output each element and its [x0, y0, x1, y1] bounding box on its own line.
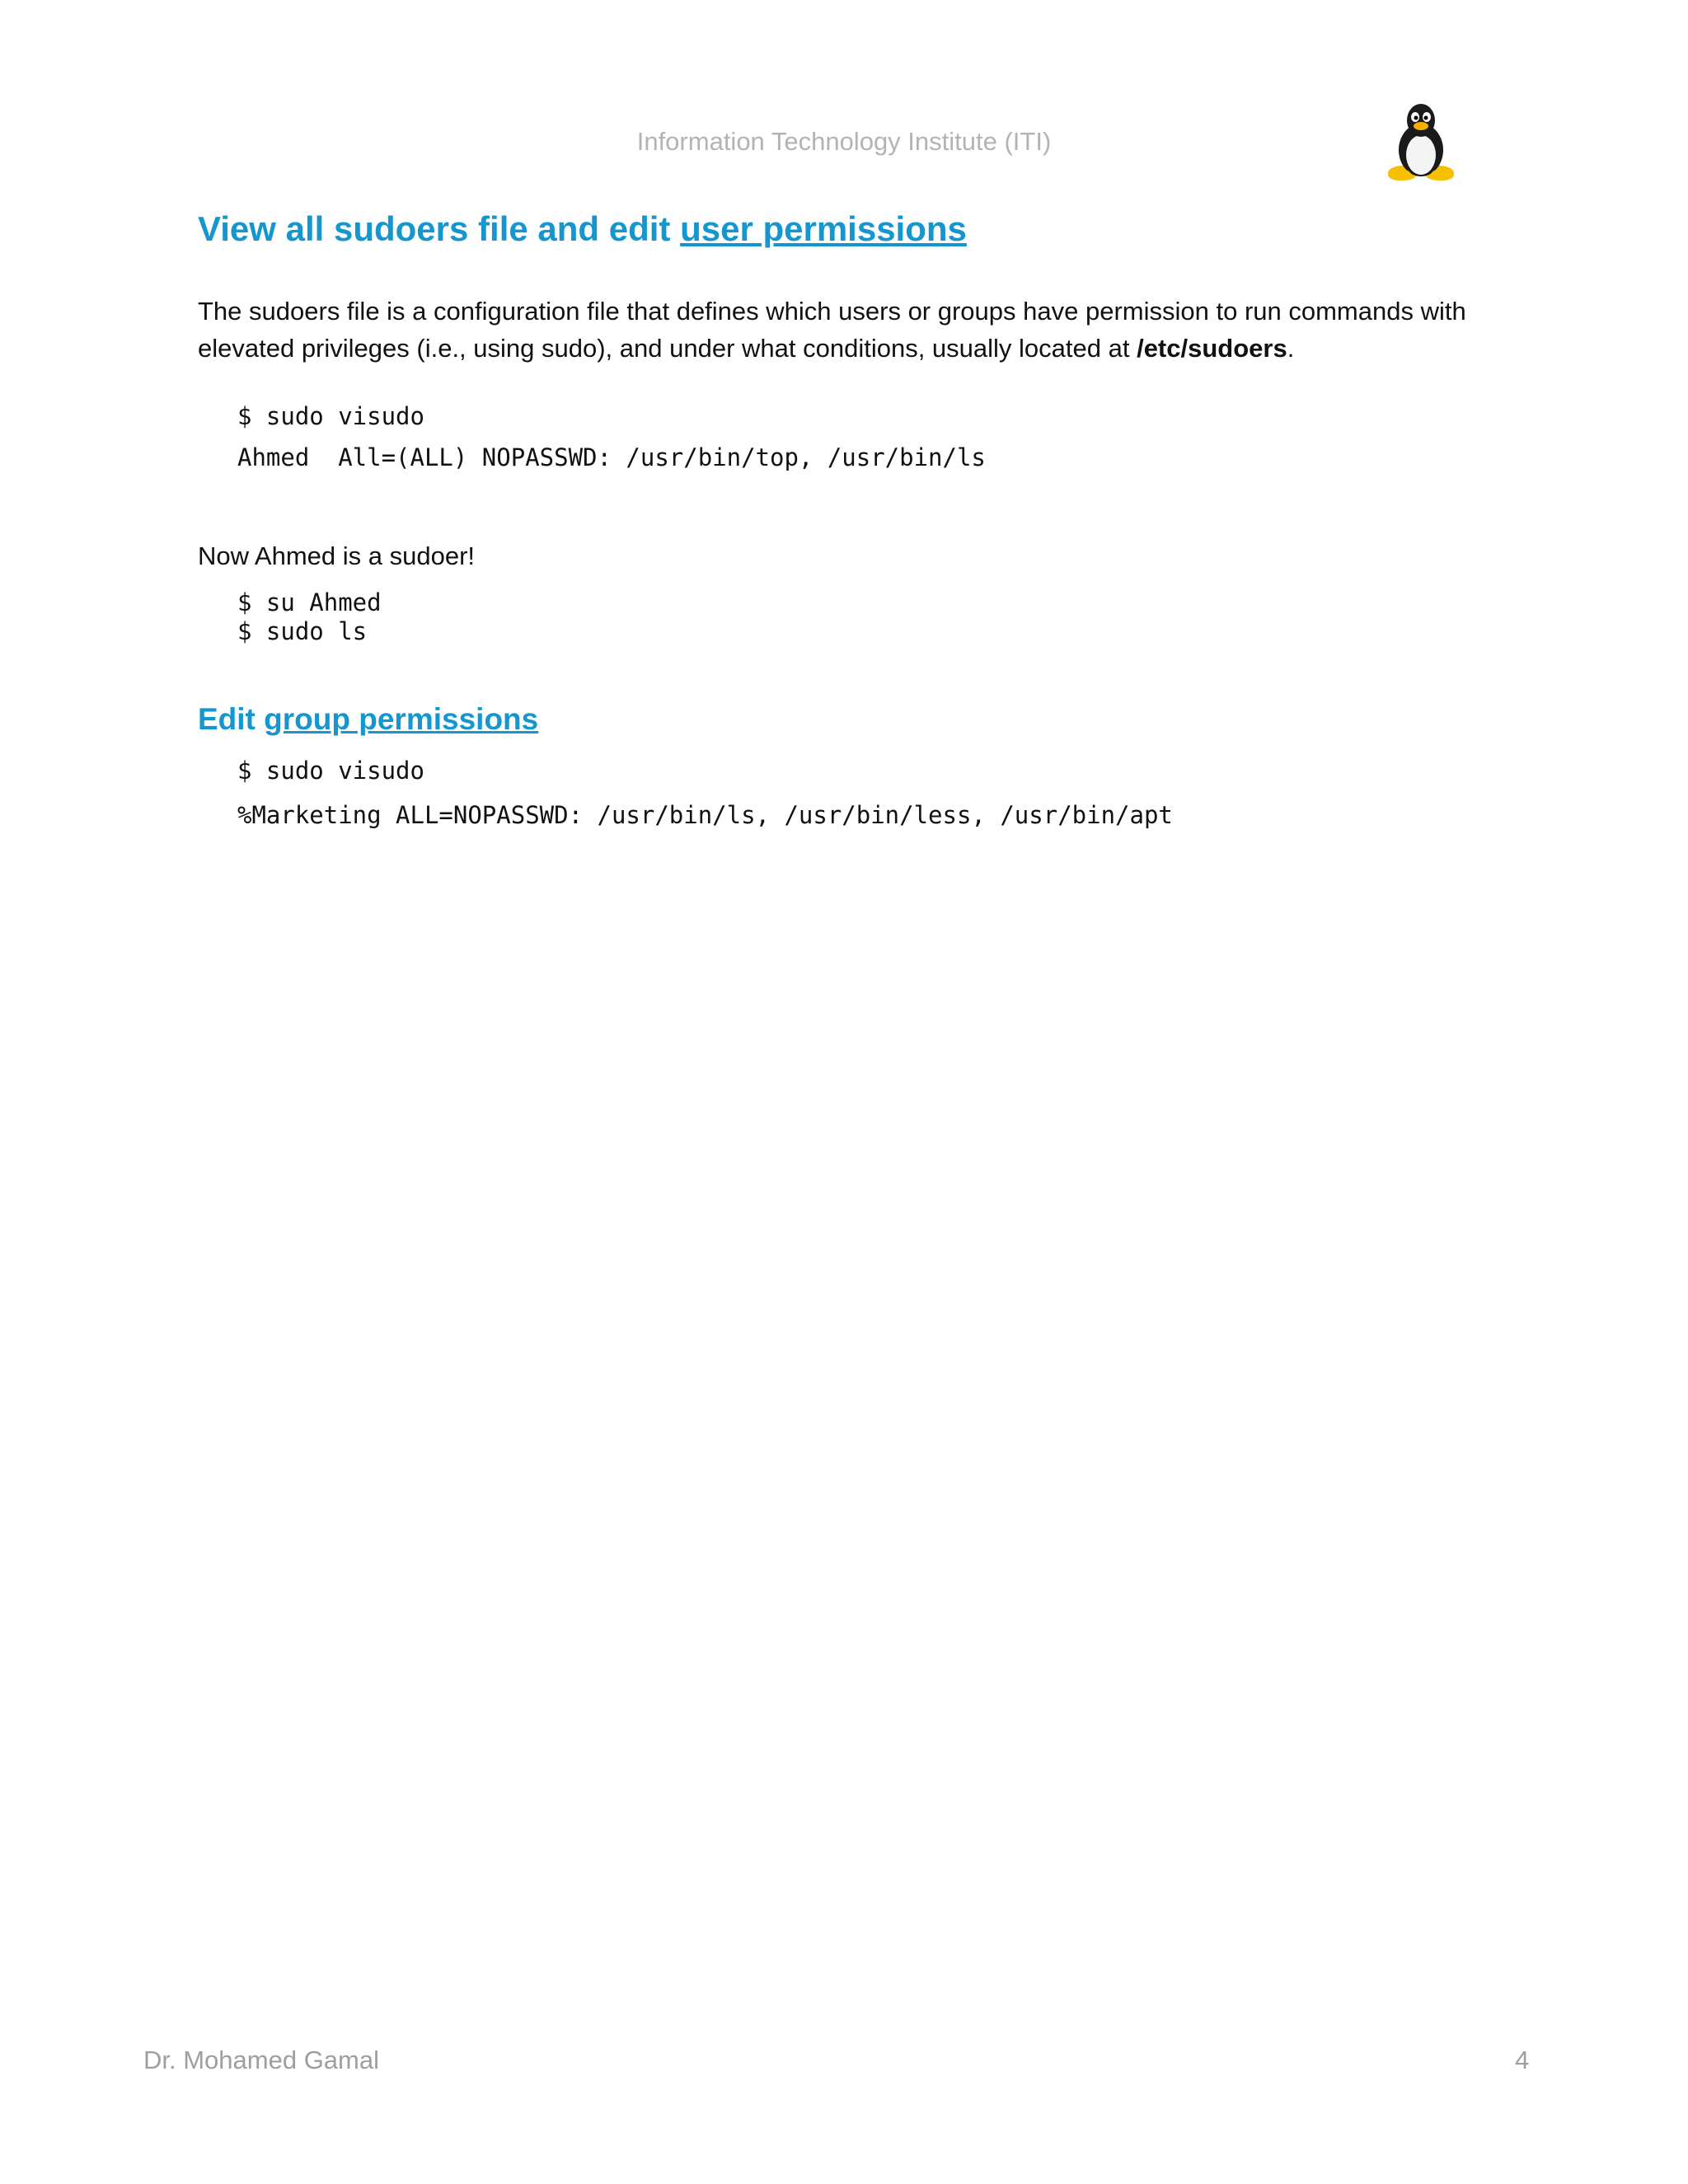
- code-line-su-ahmed: $ su Ahmed: [237, 588, 382, 616]
- user-permissions-link[interactable]: user permissions: [680, 209, 967, 248]
- description-end: .: [1287, 334, 1295, 363]
- sudoers-description: [198, 293, 1492, 367]
- tux-penguin-icon: [1386, 102, 1456, 181]
- code-line-sudo-ls: $ sudo ls: [237, 617, 368, 645]
- section-title-prefix: View all sudoers file and edit: [198, 209, 681, 248]
- footer-author: Dr. Mohamed Gamal: [143, 2046, 379, 2074]
- code-line-visudo: $ sudo visudo: [237, 402, 424, 430]
- group-permissions-link[interactable]: group permissions: [264, 702, 539, 736]
- header-institute-name: Information Technology Institute (ITI): [636, 127, 1052, 156]
- description-text: The sudoers file is a configuration file that defines which users or groups have permission to run commands with elevated privileges (i.e., using sudo), and under what conditions, usually located at: [198, 297, 1466, 363]
- sudoers-path: /etc/sudoers: [1137, 334, 1287, 363]
- section-title-prefix: Edit: [198, 702, 265, 736]
- section-title-group-permissions: [198, 702, 538, 737]
- page-number: 4: [1515, 2046, 1530, 2074]
- code-line-visudo-group: $ sudo visudo: [237, 757, 424, 785]
- code-line-marketing-rule: %Marketing ALL=NOPASSWD: /usr/bin/ls, /usr/bin/less, /usr/bin/apt: [237, 801, 1173, 829]
- code-line-ahmed-rule: Ahmed All=(ALL) NOPASSWD: /usr/bin/top, /usr/bin/ls: [237, 443, 986, 471]
- sudoer-note: Now Ahmed is a sudoer!: [198, 541, 476, 570]
- section-title-user-permissions: [198, 209, 967, 249]
